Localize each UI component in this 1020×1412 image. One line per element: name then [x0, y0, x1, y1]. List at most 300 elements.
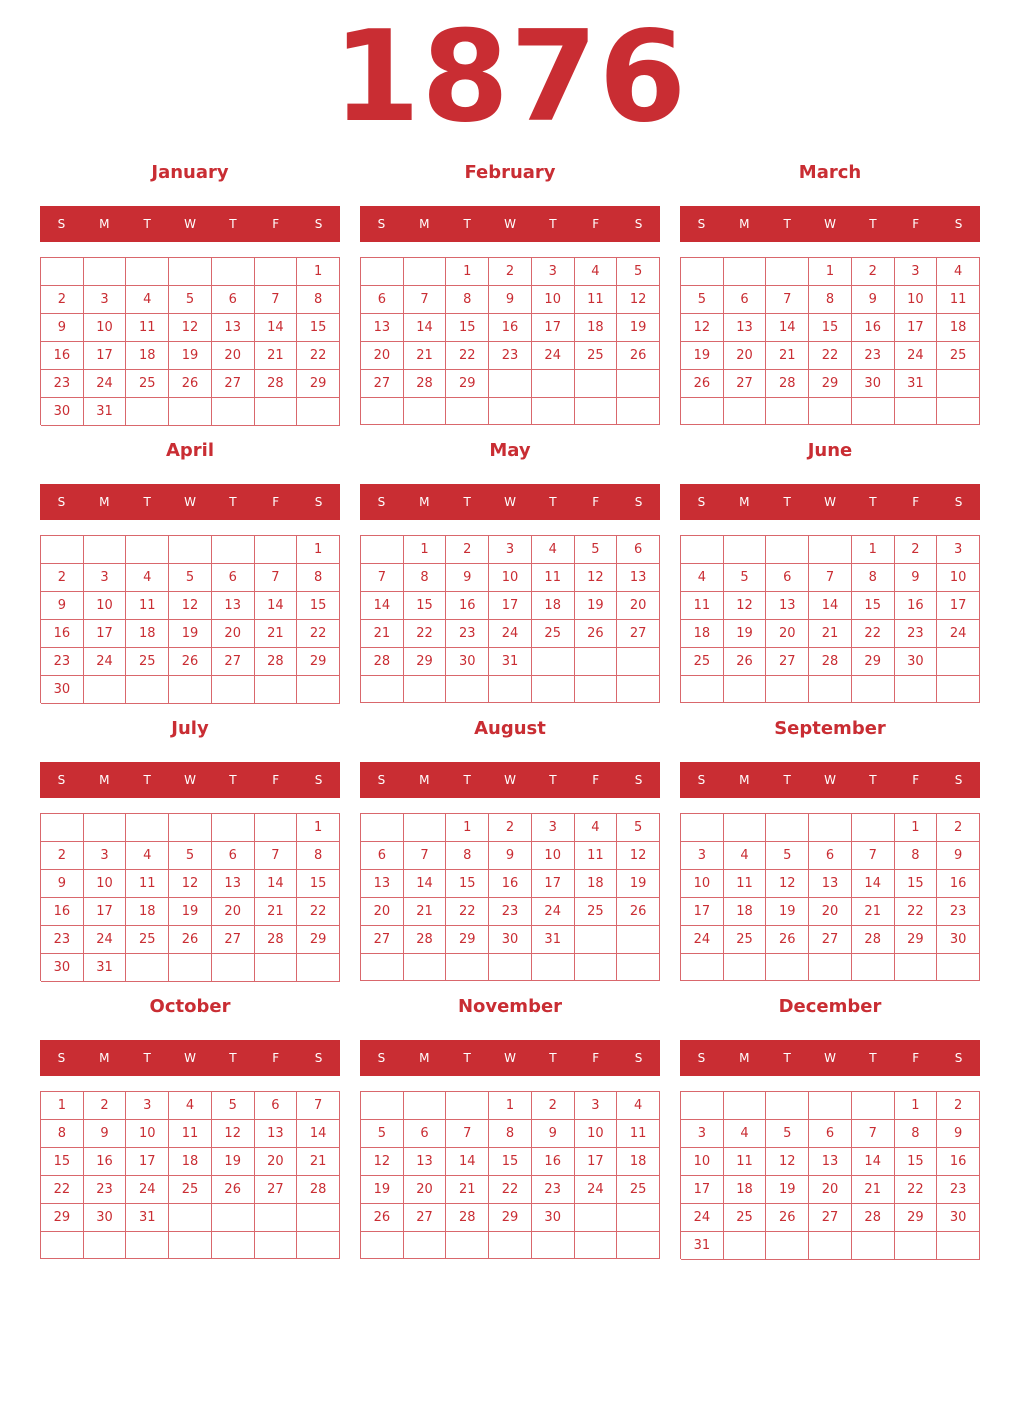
day-cell: [169, 398, 212, 426]
weekday-label: S: [697, 773, 706, 787]
day-cell: [489, 370, 532, 398]
day-cell: 10: [895, 286, 938, 314]
day-cell: 6: [809, 1120, 852, 1148]
weekday-label: W: [824, 217, 836, 231]
day-cell: [852, 676, 895, 703]
day-cell: 1: [446, 814, 489, 842]
day-cell: 4: [724, 842, 767, 870]
day-cell: 30: [446, 648, 489, 676]
month-name: December: [778, 996, 882, 1017]
day-cell: 9: [446, 564, 489, 592]
day-cell: 28: [255, 370, 298, 398]
weekday-label: F: [592, 1051, 600, 1065]
day-cell: 29: [809, 370, 852, 398]
day-cell: [681, 398, 724, 425]
day-cell: 22: [404, 620, 447, 648]
weekday-label: W: [184, 773, 196, 787]
weekday-label: T: [549, 1051, 557, 1065]
day-cell: 4: [724, 1120, 767, 1148]
day-cell: 9: [532, 1120, 575, 1148]
day-cell: [361, 954, 404, 981]
day-cell: 8: [852, 564, 895, 592]
day-cell: 29: [489, 1204, 532, 1232]
day-cell: 29: [446, 370, 489, 398]
day-cell: 15: [446, 870, 489, 898]
day-cell: 13: [255, 1120, 298, 1148]
day-cell: 21: [404, 898, 447, 926]
day-cell: 5: [212, 1092, 255, 1120]
day-cell: 18: [532, 592, 575, 620]
day-cell: [212, 398, 255, 426]
day-cell: 17: [895, 314, 938, 342]
day-cell: 15: [809, 314, 852, 342]
day-cell: 1: [297, 258, 340, 286]
day-cell: [126, 954, 169, 982]
day-cell: 19: [617, 314, 660, 342]
weekday-label: W: [824, 1051, 836, 1065]
day-cell: [575, 676, 618, 703]
day-cell: 5: [766, 842, 809, 870]
day-cell: [681, 1092, 724, 1120]
day-cell: 3: [84, 286, 127, 314]
day-cell: [766, 676, 809, 703]
day-cell: 10: [575, 1120, 618, 1148]
day-cell: 7: [446, 1120, 489, 1148]
day-cell: [532, 676, 575, 703]
day-cell: 20: [809, 898, 852, 926]
day-cell: [617, 926, 660, 954]
day-cell: 25: [724, 1204, 767, 1232]
day-cell: 9: [937, 842, 980, 870]
day-cell: 19: [575, 592, 618, 620]
day-cell: [895, 1232, 938, 1260]
day-cell: [212, 258, 255, 286]
day-cell: [937, 676, 980, 703]
day-cell: 4: [532, 536, 575, 564]
day-cell: 17: [84, 342, 127, 370]
month-name: May: [489, 440, 531, 461]
weekday-label: M: [99, 217, 110, 231]
weekday-label: T: [783, 1051, 791, 1065]
weekday-label: S: [634, 495, 643, 509]
day-cell: 16: [41, 342, 84, 370]
day-cell: 26: [617, 898, 660, 926]
day-grid: [40, 813, 340, 981]
day-cell: 7: [404, 842, 447, 870]
weekday-label: S: [634, 217, 643, 231]
day-cell: 24: [532, 342, 575, 370]
day-cell: 29: [895, 1204, 938, 1232]
day-cell: [361, 398, 404, 425]
day-cell: 24: [126, 1176, 169, 1204]
day-cell: 13: [809, 870, 852, 898]
day-cell: [532, 648, 575, 676]
month-name: November: [457, 996, 563, 1017]
day-cell: 19: [361, 1176, 404, 1204]
day-cell: 4: [126, 842, 169, 870]
day-cell: [84, 814, 127, 842]
day-grid: [360, 535, 660, 703]
day-cell: 27: [212, 648, 255, 676]
day-cell: 25: [575, 342, 618, 370]
day-cell: 5: [617, 258, 660, 286]
day-cell: [575, 1204, 618, 1232]
day-cell: [41, 258, 84, 286]
day-cell: [126, 676, 169, 704]
day-cell: [169, 676, 212, 704]
day-cell: 20: [361, 342, 404, 370]
day-cell: 6: [724, 286, 767, 314]
weekday-label: T: [143, 495, 151, 509]
day-cell: 22: [895, 1176, 938, 1204]
weekday-label: T: [143, 773, 151, 787]
day-cell: 3: [489, 536, 532, 564]
day-cell: 5: [575, 536, 618, 564]
day-cell: 26: [575, 620, 618, 648]
day-cell: [895, 398, 938, 425]
day-cell: 16: [84, 1148, 127, 1176]
day-cell: 7: [809, 564, 852, 592]
day-cell: [212, 814, 255, 842]
day-cell: [255, 814, 298, 842]
day-cell: 27: [212, 926, 255, 954]
day-cell: 22: [297, 620, 340, 648]
day-cell: 18: [126, 342, 169, 370]
day-cell: [724, 676, 767, 703]
day-cell: 12: [212, 1120, 255, 1148]
day-cell: 11: [126, 314, 169, 342]
weekday-label: S: [954, 217, 963, 231]
day-cell: [575, 648, 618, 676]
day-cell: 16: [895, 592, 938, 620]
day-cell: [809, 1232, 852, 1260]
day-cell: 5: [169, 842, 212, 870]
day-cell: 8: [297, 286, 340, 314]
day-cell: 12: [169, 592, 212, 620]
day-cell: 1: [41, 1092, 84, 1120]
weekday-header: [680, 484, 980, 520]
day-cell: [297, 1204, 340, 1232]
weekday-label: S: [57, 495, 66, 509]
day-cell: [724, 954, 767, 981]
day-cell: 6: [361, 286, 404, 314]
day-cell: 20: [212, 620, 255, 648]
weekday-label: S: [697, 495, 706, 509]
day-cell: 27: [617, 620, 660, 648]
day-cell: 25: [937, 342, 980, 370]
weekday-label: F: [272, 495, 280, 509]
day-cell: 26: [681, 370, 724, 398]
day-cell: 3: [937, 536, 980, 564]
day-cell: [404, 398, 447, 425]
weekday-label: F: [912, 217, 920, 231]
day-cell: [852, 1232, 895, 1260]
day-cell: [766, 398, 809, 425]
day-cell: 5: [169, 286, 212, 314]
weekday-label: W: [504, 773, 516, 787]
day-cell: 27: [724, 370, 767, 398]
weekday-label: T: [549, 495, 557, 509]
day-cell: [489, 1232, 532, 1259]
day-cell: 18: [724, 1176, 767, 1204]
day-cell: 21: [255, 620, 298, 648]
day-cell: 23: [41, 926, 84, 954]
day-cell: [404, 1232, 447, 1259]
day-cell: 6: [617, 536, 660, 564]
day-cell: 15: [297, 592, 340, 620]
day-cell: 7: [766, 286, 809, 314]
day-cell: 29: [297, 370, 340, 398]
day-cell: 11: [724, 870, 767, 898]
day-cell: 9: [489, 842, 532, 870]
day-cell: [724, 1092, 767, 1120]
day-cell: 31: [489, 648, 532, 676]
day-cell: 26: [212, 1176, 255, 1204]
day-cell: [617, 648, 660, 676]
day-cell: [297, 1232, 340, 1259]
day-cell: [724, 1232, 767, 1260]
weekday-label: T: [783, 217, 791, 231]
day-cell: 14: [766, 314, 809, 342]
month-name: January: [151, 162, 229, 183]
day-cell: 16: [937, 1148, 980, 1176]
day-cell: 12: [169, 870, 212, 898]
day-cell: [724, 536, 767, 564]
weekday-label: M: [419, 773, 430, 787]
day-cell: 5: [766, 1120, 809, 1148]
weekday-label: W: [504, 495, 516, 509]
day-cell: [852, 814, 895, 842]
day-cell: 25: [126, 926, 169, 954]
weekday-label: F: [912, 773, 920, 787]
day-cell: 6: [212, 842, 255, 870]
day-cell: [446, 1232, 489, 1259]
weekday-label: T: [463, 773, 471, 787]
day-cell: [446, 954, 489, 981]
day-cell: 6: [255, 1092, 298, 1120]
day-cell: 8: [41, 1120, 84, 1148]
day-cell: [681, 954, 724, 981]
weekday-header: [40, 206, 340, 242]
day-cell: 20: [766, 620, 809, 648]
day-cell: 7: [852, 842, 895, 870]
weekday-label: T: [869, 1051, 877, 1065]
day-cell: 14: [361, 592, 404, 620]
day-cell: 1: [895, 814, 938, 842]
day-cell: [809, 536, 852, 564]
day-cell: 27: [255, 1176, 298, 1204]
weekday-label: S: [314, 1051, 323, 1065]
weekday-header: [40, 1040, 340, 1076]
day-cell: 30: [41, 676, 84, 704]
day-cell: 28: [446, 1204, 489, 1232]
day-cell: 10: [84, 314, 127, 342]
day-cell: 3: [575, 1092, 618, 1120]
day-cell: 3: [532, 258, 575, 286]
day-cell: 23: [41, 370, 84, 398]
day-cell: [724, 258, 767, 286]
day-cell: [361, 814, 404, 842]
day-cell: [766, 814, 809, 842]
month-name: October: [149, 996, 231, 1017]
day-cell: 21: [297, 1148, 340, 1176]
day-cell: 29: [895, 926, 938, 954]
weekday-label: T: [869, 217, 877, 231]
day-cell: 12: [724, 592, 767, 620]
day-cell: 22: [895, 898, 938, 926]
day-cell: 23: [852, 342, 895, 370]
day-cell: [809, 676, 852, 703]
day-cell: 2: [489, 258, 532, 286]
day-cell: [212, 676, 255, 704]
day-cell: 9: [84, 1120, 127, 1148]
day-cell: [41, 814, 84, 842]
day-cell: [84, 676, 127, 704]
day-cell: 26: [766, 1204, 809, 1232]
weekday-header: [680, 1040, 980, 1076]
day-cell: 29: [852, 648, 895, 676]
day-cell: 15: [446, 314, 489, 342]
day-cell: 16: [937, 870, 980, 898]
day-cell: [255, 398, 298, 426]
day-cell: [255, 954, 298, 982]
day-cell: 2: [852, 258, 895, 286]
day-cell: 24: [575, 1176, 618, 1204]
day-cell: 15: [852, 592, 895, 620]
day-cell: 12: [681, 314, 724, 342]
day-cell: 1: [895, 1092, 938, 1120]
day-cell: [404, 1092, 447, 1120]
day-cell: 2: [937, 814, 980, 842]
weekday-label: M: [739, 217, 750, 231]
weekday-label: T: [549, 217, 557, 231]
weekday-label: T: [783, 773, 791, 787]
weekday-label: T: [229, 217, 237, 231]
day-cell: 6: [212, 286, 255, 314]
day-cell: 4: [681, 564, 724, 592]
weekday-label: F: [272, 1051, 280, 1065]
day-cell: 30: [532, 1204, 575, 1232]
day-cell: 21: [852, 1176, 895, 1204]
day-cell: 25: [617, 1176, 660, 1204]
weekday-label: W: [184, 495, 196, 509]
day-cell: 10: [84, 592, 127, 620]
day-cell: 4: [169, 1092, 212, 1120]
day-cell: 2: [41, 842, 84, 870]
day-cell: 29: [446, 926, 489, 954]
day-cell: 24: [681, 1204, 724, 1232]
day-cell: 5: [724, 564, 767, 592]
weekday-label: M: [419, 495, 430, 509]
day-cell: [575, 398, 618, 425]
day-cell: 30: [895, 648, 938, 676]
month-name: August: [474, 718, 546, 739]
day-cell: 21: [404, 342, 447, 370]
day-cell: [724, 814, 767, 842]
day-cell: 27: [766, 648, 809, 676]
day-cell: 27: [361, 370, 404, 398]
day-cell: 30: [937, 1204, 980, 1232]
day-cell: 9: [41, 314, 84, 342]
weekday-header: [360, 484, 660, 520]
day-cell: 18: [575, 314, 618, 342]
day-cell: 16: [41, 620, 84, 648]
day-cell: 5: [681, 286, 724, 314]
day-cell: 9: [895, 564, 938, 592]
day-cell: 15: [489, 1148, 532, 1176]
day-cell: [724, 398, 767, 425]
day-cell: 20: [212, 342, 255, 370]
day-cell: 9: [41, 592, 84, 620]
day-grid: [360, 1091, 660, 1259]
day-cell: 22: [852, 620, 895, 648]
day-cell: 11: [617, 1120, 660, 1148]
day-cell: [809, 398, 852, 425]
calendar-year-title: 1876: [332, 3, 688, 150]
day-cell: [489, 954, 532, 981]
day-cell: 23: [84, 1176, 127, 1204]
day-cell: 10: [126, 1120, 169, 1148]
day-cell: 11: [724, 1148, 767, 1176]
day-cell: [446, 398, 489, 425]
day-cell: 6: [809, 842, 852, 870]
day-cell: [212, 536, 255, 564]
day-cell: 16: [41, 898, 84, 926]
day-cell: 11: [169, 1120, 212, 1148]
day-cell: 1: [446, 258, 489, 286]
day-cell: 6: [212, 564, 255, 592]
day-cell: 8: [895, 1120, 938, 1148]
month-name: March: [798, 162, 862, 183]
day-cell: 24: [895, 342, 938, 370]
day-grid: [680, 1091, 980, 1259]
day-cell: 2: [41, 564, 84, 592]
day-cell: [937, 954, 980, 981]
weekday-label: M: [99, 773, 110, 787]
day-cell: 11: [126, 592, 169, 620]
day-cell: [617, 1204, 660, 1232]
weekday-label: S: [634, 1051, 643, 1065]
day-cell: 19: [617, 870, 660, 898]
day-cell: 19: [681, 342, 724, 370]
weekday-label: S: [377, 217, 386, 231]
weekday-label: S: [57, 1051, 66, 1065]
day-cell: [297, 676, 340, 704]
weekday-label: T: [229, 773, 237, 787]
weekday-label: T: [143, 1051, 151, 1065]
weekday-label: S: [377, 773, 386, 787]
day-cell: 28: [404, 370, 447, 398]
day-cell: 28: [255, 648, 298, 676]
weekday-label: T: [143, 217, 151, 231]
month-name: April: [165, 440, 215, 461]
day-cell: 16: [446, 592, 489, 620]
day-grid: [680, 535, 980, 703]
weekday-label: T: [229, 495, 237, 509]
day-grid: [360, 257, 660, 425]
day-cell: 1: [809, 258, 852, 286]
day-cell: [41, 536, 84, 564]
day-cell: [255, 676, 298, 704]
weekday-header: [40, 762, 340, 798]
day-cell: 1: [297, 814, 340, 842]
day-cell: 5: [361, 1120, 404, 1148]
day-cell: 17: [84, 620, 127, 648]
day-cell: 15: [41, 1148, 84, 1176]
day-cell: [575, 954, 618, 981]
day-cell: 14: [255, 870, 298, 898]
day-cell: 15: [404, 592, 447, 620]
